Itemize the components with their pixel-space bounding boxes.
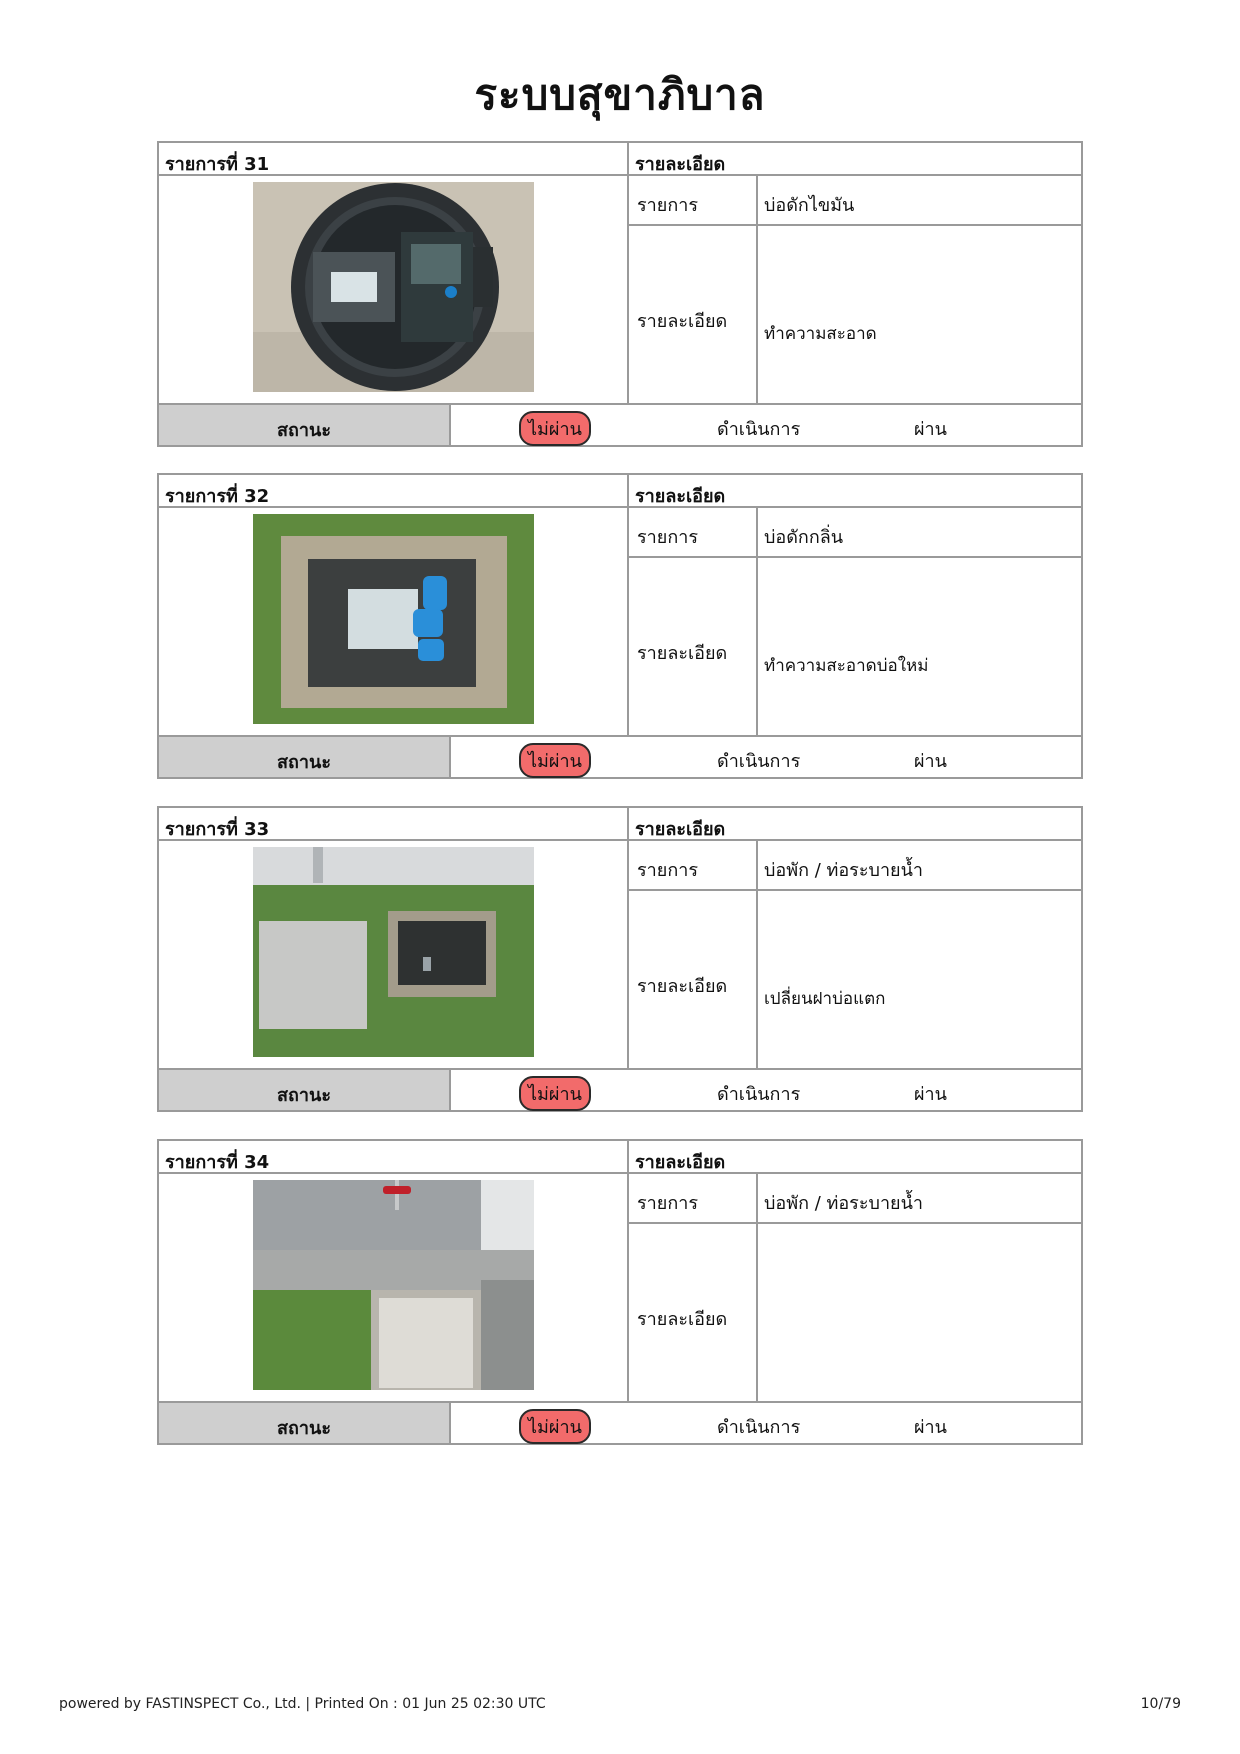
- item-number-header: รายการที่ 33: [159, 808, 629, 841]
- detail-label: รายละเอียด: [629, 558, 758, 735]
- item-label: รายการ: [629, 176, 758, 226]
- item-number-header: รายการที่ 31: [159, 143, 629, 176]
- item-value: บ่อดักไขมัน: [758, 176, 1081, 226]
- status-fail-option[interactable]: ไม่ผ่าน: [519, 743, 591, 778]
- detail-value: [758, 1224, 1081, 1401]
- photo-cell: [159, 841, 629, 1068]
- photo-cell: [159, 176, 629, 403]
- status-pass-option[interactable]: ผ่าน: [914, 751, 947, 772]
- status-in-progress-option[interactable]: ดำเนินการ: [717, 1417, 801, 1438]
- status-pass-option[interactable]: ผ่าน: [914, 1084, 947, 1105]
- detail-value: ทำความสะอาด: [764, 324, 877, 344]
- page-title: ระบบสุขาภิบาล: [474, 70, 766, 119]
- detail-label: รายละเอียด: [629, 1224, 758, 1401]
- detail-header: รายละเอียด: [629, 1141, 1081, 1174]
- status-pass-option[interactable]: ผ่าน: [914, 1417, 947, 1438]
- item-value: บ่อพัก / ท่อระบายน้ำ: [758, 841, 1081, 891]
- status-pass-option[interactable]: ผ่าน: [914, 419, 947, 440]
- status-options: [451, 735, 1081, 777]
- status-label: สถานะ: [159, 403, 451, 445]
- detail-value: เปลี่ยนฝาบ่อแตก: [764, 989, 886, 1009]
- footer-credit: powered by FASTINSPECT Co., Ltd. | Printed On : 01 Jun 25 02:30 UTC: [59, 1696, 546, 1712]
- manhole-cover-photo[interactable]: [253, 847, 534, 1057]
- inspection-card-32: [157, 473, 1083, 779]
- drain-gravel-photo[interactable]: [253, 1180, 534, 1390]
- detail-header: รายละเอียด: [629, 808, 1081, 841]
- status-label: สถานะ: [159, 1068, 451, 1110]
- grease-trap-photo[interactable]: [253, 182, 534, 392]
- status-fail-option[interactable]: ไม่ผ่าน: [519, 1409, 591, 1444]
- photo-cell: [159, 508, 629, 735]
- detail-label: รายละเอียด: [629, 891, 758, 1068]
- status-label: สถานะ: [159, 735, 451, 777]
- item-value: บ่อพัก / ท่อระบายน้ำ: [758, 1174, 1081, 1224]
- detail-value: ทำความสะอาดบ่อใหม่: [764, 656, 929, 676]
- status-options: [451, 403, 1081, 445]
- status-label: สถานะ: [159, 1401, 451, 1443]
- item-number-header: รายการที่ 32: [159, 475, 629, 508]
- item-label: รายการ: [629, 1174, 758, 1224]
- odor-trap-photo[interactable]: [253, 514, 534, 724]
- item-value: บ่อดักกลิ่น: [758, 508, 1081, 558]
- inspection-card-34: [157, 1139, 1083, 1445]
- status-options: [451, 1068, 1081, 1110]
- item-label: รายการ: [629, 841, 758, 891]
- status-in-progress-option[interactable]: ดำเนินการ: [717, 1084, 801, 1105]
- page-number: 10/79: [1140, 1696, 1181, 1712]
- inspection-card-33: [157, 806, 1083, 1112]
- item-label: รายการ: [629, 508, 758, 558]
- status-fail-option[interactable]: ไม่ผ่าน: [519, 1076, 591, 1111]
- detail-header: รายละเอียด: [629, 475, 1081, 508]
- status-in-progress-option[interactable]: ดำเนินการ: [717, 751, 801, 772]
- photo-cell: [159, 1174, 629, 1401]
- status-fail-option[interactable]: ไม่ผ่าน: [519, 411, 591, 446]
- detail-header: รายละเอียด: [629, 143, 1081, 176]
- status-options: [451, 1401, 1081, 1443]
- item-number-header: รายการที่ 34: [159, 1141, 629, 1174]
- detail-label: รายละเอียด: [629, 226, 758, 403]
- status-in-progress-option[interactable]: ดำเนินการ: [717, 419, 801, 440]
- inspection-card-31: [157, 141, 1083, 447]
